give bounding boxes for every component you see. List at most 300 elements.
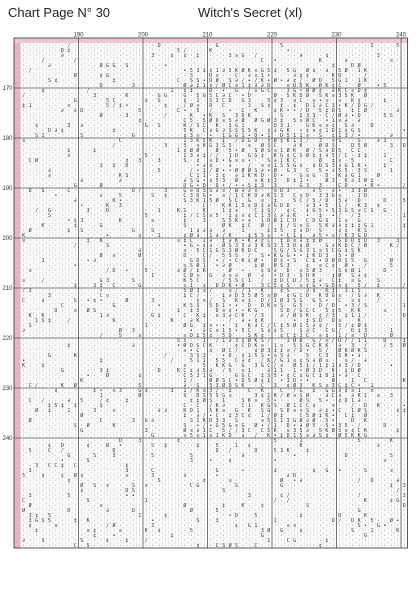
- svg-text:G: G: [332, 293, 335, 299]
- svg-text:‡: ‡: [196, 398, 199, 404]
- svg-text:·: ·: [364, 48, 367, 54]
- svg-text:≡: ≡: [267, 163, 270, 169]
- svg-text:·: ·: [119, 58, 122, 64]
- svg-text:·: ·: [267, 333, 270, 339]
- svg-text:·: ·: [132, 238, 135, 244]
- svg-text:·: ·: [209, 223, 212, 229]
- svg-text:·: ·: [42, 288, 45, 294]
- svg-text:·: ·: [377, 213, 380, 219]
- svg-text:·: ·: [280, 268, 283, 274]
- svg-text:K: K: [358, 433, 361, 439]
- svg-text:·: ·: [42, 163, 45, 169]
- svg-text:·: ·: [151, 208, 154, 214]
- svg-text:·: ·: [254, 43, 257, 49]
- svg-text:‡: ‡: [306, 318, 309, 324]
- svg-text:3: 3: [287, 298, 290, 304]
- svg-text:·: ·: [403, 88, 406, 94]
- svg-text:·: ·: [138, 288, 141, 294]
- svg-text:3: 3: [332, 103, 335, 109]
- svg-text:3: 3: [48, 293, 51, 299]
- svg-text:·: ·: [106, 408, 109, 414]
- svg-text:∂: ∂: [74, 198, 77, 204]
- svg-text:≡: ≡: [261, 198, 264, 204]
- svg-text:‡: ‡: [229, 213, 232, 219]
- svg-text:•: •: [229, 108, 232, 114]
- svg-text:5: 5: [274, 438, 277, 444]
- svg-text:·: ·: [42, 103, 45, 109]
- svg-text:S: S: [158, 123, 161, 129]
- svg-text:·: ·: [196, 328, 199, 334]
- svg-text:·: ·: [203, 158, 206, 164]
- column-label: 190: [73, 33, 84, 39]
- svg-text:·: ·: [241, 73, 244, 79]
- svg-text:·: ·: [280, 143, 283, 149]
- svg-text:∂: ∂: [235, 83, 238, 89]
- svg-text:S: S: [364, 168, 367, 174]
- svg-text:·: ·: [370, 313, 373, 319]
- svg-text:‡: ‡: [280, 413, 283, 419]
- svg-text:3: 3: [203, 218, 206, 224]
- svg-text:·: ·: [287, 388, 290, 394]
- svg-text:C: C: [183, 193, 186, 199]
- svg-text:¢: ¢: [235, 343, 238, 349]
- svg-text:·: ·: [61, 343, 64, 349]
- svg-text:∂: ∂: [280, 313, 283, 319]
- svg-text:•: •: [403, 403, 406, 409]
- svg-text:·: ·: [377, 68, 380, 74]
- svg-text:·: ·: [196, 203, 199, 209]
- svg-text:·: ·: [112, 168, 115, 174]
- svg-text:·: ·: [74, 113, 77, 119]
- svg-text:S: S: [280, 113, 283, 119]
- svg-text:·: ·: [300, 203, 303, 209]
- svg-text:·: ·: [332, 228, 335, 234]
- svg-text:/: /: [338, 233, 341, 239]
- svg-text:•: •: [235, 183, 238, 189]
- svg-text:·: ·: [306, 143, 309, 149]
- svg-text:·: ·: [22, 228, 25, 234]
- svg-text:·: ·: [377, 328, 380, 334]
- svg-text:K: K: [229, 223, 232, 229]
- svg-text:/: /: [190, 378, 193, 384]
- svg-text:·: ·: [106, 453, 109, 459]
- svg-text:·: ·: [61, 208, 64, 214]
- svg-text:·: ·: [125, 138, 128, 144]
- svg-text:·: ·: [158, 253, 161, 259]
- svg-text:•: •: [319, 258, 322, 264]
- svg-text:·: ·: [106, 158, 109, 164]
- svg-text:·: ·: [29, 253, 32, 259]
- svg-text:·: ·: [190, 338, 193, 344]
- svg-text:1: 1: [241, 123, 244, 129]
- svg-text:·: ·: [267, 273, 270, 279]
- svg-text:·: ·: [364, 288, 367, 294]
- svg-text:·: ·: [48, 333, 51, 339]
- svg-text:C: C: [248, 388, 251, 394]
- svg-text:·: ·: [22, 203, 25, 209]
- svg-text:·: ·: [54, 123, 57, 129]
- svg-text:S: S: [203, 188, 206, 194]
- svg-text:Ø: Ø: [190, 232, 193, 239]
- svg-text:·: ·: [325, 73, 328, 79]
- svg-text:·: ·: [125, 403, 128, 409]
- svg-text:·: ·: [383, 443, 386, 449]
- svg-text:5: 5: [145, 213, 148, 219]
- svg-text:K: K: [74, 353, 77, 359]
- svg-text:·: ·: [29, 363, 32, 369]
- svg-text:·: ·: [61, 168, 64, 174]
- svg-text:·: ·: [132, 253, 135, 259]
- svg-text:/: /: [319, 338, 322, 344]
- svg-text:D: D: [332, 148, 335, 154]
- svg-text:·: ·: [119, 88, 122, 94]
- svg-text:·: ·: [29, 238, 32, 244]
- svg-text:S: S: [229, 198, 232, 204]
- svg-text:5: 5: [196, 108, 199, 114]
- svg-text:·: ·: [22, 433, 25, 439]
- svg-text:·: ·: [42, 173, 45, 179]
- svg-text:·: ·: [29, 278, 32, 284]
- svg-text:·: ·: [119, 93, 122, 99]
- svg-text:G: G: [145, 418, 148, 424]
- svg-text:·: ·: [158, 188, 161, 194]
- svg-text:D: D: [216, 183, 219, 189]
- svg-text:/: /: [235, 428, 238, 434]
- svg-text:·: ·: [93, 108, 96, 114]
- svg-text:C: C: [280, 388, 283, 394]
- svg-text:·: ·: [112, 68, 115, 74]
- svg-text:·: ·: [29, 453, 32, 459]
- svg-text:·: ·: [138, 263, 141, 269]
- svg-text:3: 3: [345, 133, 348, 139]
- svg-text:·: ·: [145, 173, 148, 179]
- svg-text:·: ·: [216, 208, 219, 214]
- svg-text:3: 3: [364, 203, 367, 209]
- svg-text:‡: ‡: [274, 278, 277, 284]
- svg-text:‡: ‡: [306, 363, 309, 369]
- svg-text:·: ·: [125, 218, 128, 224]
- svg-text:S: S: [241, 398, 244, 404]
- svg-text:S: S: [358, 138, 361, 144]
- svg-text:·: ·: [222, 268, 225, 274]
- svg-text:·: ·: [48, 433, 51, 439]
- svg-text:·: ·: [67, 418, 70, 424]
- svg-text:≡: ≡: [280, 363, 283, 369]
- svg-text:G: G: [293, 303, 296, 309]
- svg-text:C: C: [358, 108, 361, 114]
- svg-text:/: /: [190, 388, 193, 394]
- svg-text:5: 5: [312, 198, 315, 204]
- svg-text:·: ·: [370, 358, 373, 364]
- svg-text:·: ·: [67, 313, 70, 319]
- svg-text:·: ·: [216, 453, 219, 459]
- svg-text:·: ·: [345, 328, 348, 334]
- svg-text:≡: ≡: [209, 323, 212, 329]
- svg-text:5: 5: [190, 373, 193, 379]
- svg-text:·: ·: [54, 428, 57, 434]
- svg-text:·: ·: [119, 78, 122, 84]
- svg-text:≡: ≡: [306, 173, 309, 179]
- svg-text:·: ·: [93, 448, 96, 454]
- svg-text:·: ·: [158, 53, 161, 59]
- svg-text:·: ·: [35, 168, 38, 174]
- svg-text:·: ·: [377, 43, 380, 49]
- svg-text:·: ·: [54, 93, 57, 99]
- svg-text:3: 3: [190, 73, 193, 79]
- svg-text:·: ·: [235, 388, 238, 394]
- svg-text:·: ·: [112, 383, 115, 389]
- svg-text:·: ·: [67, 363, 70, 369]
- svg-text:·: ·: [383, 448, 386, 454]
- svg-text:·: ·: [61, 213, 64, 219]
- svg-text:·: ·: [300, 318, 303, 324]
- svg-text:·: ·: [93, 333, 96, 339]
- svg-text:·: ·: [171, 123, 174, 129]
- svg-text:·: ·: [54, 338, 57, 344]
- svg-text:‡: ‡: [396, 428, 399, 434]
- svg-text:·: ·: [74, 138, 77, 144]
- svg-text:·: ·: [151, 328, 154, 334]
- svg-text:·: ·: [106, 363, 109, 369]
- svg-text:·: ·: [171, 438, 174, 444]
- svg-text:·: ·: [35, 448, 38, 454]
- svg-text:C: C: [293, 373, 296, 379]
- svg-text:·: ·: [177, 168, 180, 174]
- svg-text:K: K: [216, 363, 219, 369]
- svg-text:·: ·: [80, 243, 83, 249]
- svg-text:·: ·: [293, 398, 296, 404]
- svg-text:/: /: [209, 168, 212, 174]
- svg-text:·: ·: [396, 158, 399, 164]
- svg-text:·: ·: [171, 168, 174, 174]
- svg-text:·: ·: [61, 143, 64, 149]
- svg-text:·: ·: [390, 283, 393, 289]
- svg-text:·: ·: [29, 83, 32, 89]
- svg-text:·: ·: [67, 268, 70, 274]
- svg-text:≡: ≡: [222, 118, 225, 124]
- svg-text:·: ·: [22, 268, 25, 274]
- svg-text:·: ·: [48, 363, 51, 369]
- svg-text:·: ·: [93, 228, 96, 234]
- svg-text:G: G: [293, 68, 296, 74]
- svg-text:·: ·: [138, 258, 141, 264]
- svg-text:·: ·: [93, 323, 96, 329]
- svg-text:1: 1: [287, 123, 290, 129]
- svg-text:·: ·: [106, 393, 109, 399]
- svg-text:·: ·: [125, 253, 128, 259]
- svg-text:·: ·: [396, 388, 399, 394]
- svg-text:5: 5: [300, 303, 303, 309]
- svg-text:·: ·: [293, 283, 296, 289]
- svg-text:·: ·: [112, 358, 115, 364]
- svg-text:S: S: [300, 343, 303, 349]
- svg-text:≡: ≡: [216, 328, 219, 334]
- svg-text:·: ·: [80, 338, 83, 344]
- svg-text:·: ·: [345, 143, 348, 149]
- svg-text:3: 3: [332, 313, 335, 319]
- svg-text:·: ·: [74, 213, 77, 219]
- svg-text:K: K: [325, 223, 328, 229]
- svg-text:S: S: [42, 188, 45, 194]
- svg-text:·: ·: [138, 103, 141, 109]
- svg-text:·: ·: [74, 293, 77, 299]
- svg-text:·: ·: [241, 438, 244, 444]
- svg-text:·: ·: [48, 88, 51, 94]
- svg-text:·: ·: [119, 83, 122, 89]
- svg-text:·: ·: [42, 373, 45, 379]
- svg-text:·: ·: [42, 273, 45, 279]
- svg-text:·: ·: [158, 68, 161, 74]
- svg-text:∂: ∂: [203, 163, 206, 169]
- svg-text:S: S: [209, 188, 212, 194]
- svg-text:‡: ‡: [222, 293, 225, 299]
- svg-text:Ø: Ø: [274, 217, 277, 224]
- svg-text:·: ·: [125, 273, 128, 279]
- svg-text:K: K: [300, 143, 303, 149]
- svg-text:∂: ∂: [300, 423, 303, 429]
- svg-text:·: ·: [67, 383, 70, 389]
- svg-text:·: ·: [119, 158, 122, 164]
- svg-text:•: •: [325, 168, 328, 174]
- svg-text:·: ·: [171, 383, 174, 389]
- svg-text:•: •: [319, 283, 322, 289]
- svg-text:3: 3: [267, 348, 270, 354]
- svg-text:•: •: [300, 88, 303, 94]
- svg-text:5: 5: [325, 248, 328, 254]
- svg-text:•: •: [80, 203, 83, 209]
- svg-text:3: 3: [216, 383, 219, 389]
- svg-text:·: ·: [74, 128, 77, 134]
- svg-text:/: /: [293, 388, 296, 394]
- svg-text:∂: ∂: [300, 53, 303, 59]
- svg-text:/: /: [306, 138, 309, 144]
- svg-text:·: ·: [312, 133, 315, 139]
- svg-text:·: ·: [312, 428, 315, 434]
- svg-text:·: ·: [158, 258, 161, 264]
- svg-text:·: ·: [377, 378, 380, 384]
- svg-text:·: ·: [67, 423, 70, 429]
- svg-text:1: 1: [293, 368, 296, 374]
- svg-text:¢: ¢: [145, 388, 148, 394]
- svg-text:·: ·: [145, 238, 148, 244]
- svg-text:·: ·: [338, 453, 341, 459]
- svg-text:·: ·: [177, 243, 180, 249]
- svg-text:·: ·: [383, 68, 386, 74]
- svg-text:·: ·: [42, 208, 45, 214]
- svg-text:·: ·: [48, 133, 51, 139]
- svg-text:·: ·: [93, 43, 96, 49]
- svg-text:Ø: Ø: [312, 417, 315, 424]
- svg-text:·: ·: [100, 343, 103, 349]
- svg-text:·: ·: [54, 173, 57, 179]
- svg-text:5: 5: [332, 208, 335, 214]
- svg-text:1: 1: [267, 393, 270, 399]
- svg-text:‡: ‡: [377, 283, 380, 289]
- svg-text:1: 1: [203, 168, 206, 174]
- svg-text:·: ·: [35, 163, 38, 169]
- svg-text:·: ·: [125, 433, 128, 439]
- svg-text:5: 5: [248, 378, 251, 384]
- svg-text:•: •: [177, 343, 180, 349]
- svg-text:·: ·: [209, 173, 212, 179]
- svg-text:·: ·: [42, 403, 45, 409]
- svg-text:D: D: [209, 88, 212, 94]
- svg-text:·: ·: [158, 268, 161, 274]
- svg-text:≡: ≡: [338, 283, 341, 289]
- svg-text:·: ·: [158, 73, 161, 79]
- svg-text:1: 1: [196, 173, 199, 179]
- svg-text:·: ·: [93, 428, 96, 434]
- svg-text:D: D: [280, 188, 283, 194]
- svg-text:K: K: [274, 428, 277, 434]
- svg-text:·: ·: [216, 223, 219, 229]
- svg-text:≡: ≡: [300, 223, 303, 229]
- svg-text:·: ·: [48, 323, 51, 329]
- svg-text:5: 5: [190, 303, 193, 309]
- svg-text:·: ·: [190, 43, 193, 49]
- svg-text:·: ·: [287, 228, 290, 234]
- svg-text:·: ·: [229, 103, 232, 109]
- svg-text:·: ·: [119, 353, 122, 359]
- svg-text:S: S: [300, 313, 303, 319]
- svg-text:·: ·: [80, 53, 83, 59]
- svg-text:·: ·: [403, 423, 406, 429]
- svg-text:G: G: [287, 168, 290, 174]
- svg-text:D: D: [358, 88, 361, 94]
- svg-text:•: •: [183, 68, 186, 74]
- svg-text:∂: ∂: [42, 298, 45, 304]
- svg-text:·: ·: [171, 418, 174, 424]
- svg-text:·: ·: [151, 103, 154, 109]
- svg-text:∂: ∂: [338, 163, 341, 169]
- svg-text:G: G: [203, 93, 206, 99]
- svg-text:1: 1: [209, 233, 212, 239]
- svg-text:·: ·: [48, 383, 51, 389]
- svg-text:5: 5: [177, 48, 180, 54]
- svg-text:·: ·: [42, 73, 45, 79]
- svg-text:•: •: [293, 318, 296, 324]
- svg-text:·: ·: [396, 383, 399, 389]
- svg-text:G: G: [209, 273, 212, 279]
- svg-text:C: C: [177, 78, 180, 84]
- svg-text:Ø: Ø: [364, 177, 367, 184]
- svg-text:D: D: [29, 188, 32, 194]
- svg-text:Ø: Ø: [100, 112, 103, 119]
- svg-text:·: ·: [22, 218, 25, 224]
- svg-text:3: 3: [287, 263, 290, 269]
- svg-text:·: ·: [145, 143, 148, 149]
- svg-text:¢: ¢: [241, 353, 244, 359]
- svg-text:S: S: [74, 423, 77, 429]
- svg-text:·: ·: [125, 168, 128, 174]
- svg-text:·: ·: [67, 253, 70, 259]
- svg-text:·: ·: [183, 78, 186, 84]
- svg-text:·: ·: [80, 393, 83, 399]
- svg-text:3: 3: [229, 248, 232, 254]
- svg-text:·: ·: [203, 308, 206, 314]
- svg-text:·: ·: [364, 198, 367, 204]
- svg-text:1: 1: [241, 173, 244, 179]
- svg-text:·: ·: [74, 83, 77, 89]
- svg-text:S: S: [190, 418, 193, 424]
- svg-text:·: ·: [345, 278, 348, 284]
- svg-text:·: ·: [377, 253, 380, 259]
- svg-text:Ø: Ø: [293, 337, 296, 344]
- svg-text:·: ·: [319, 378, 322, 384]
- svg-text:‡: ‡: [203, 323, 206, 329]
- svg-text:·: ·: [164, 53, 167, 59]
- svg-text:·: ·: [119, 123, 122, 129]
